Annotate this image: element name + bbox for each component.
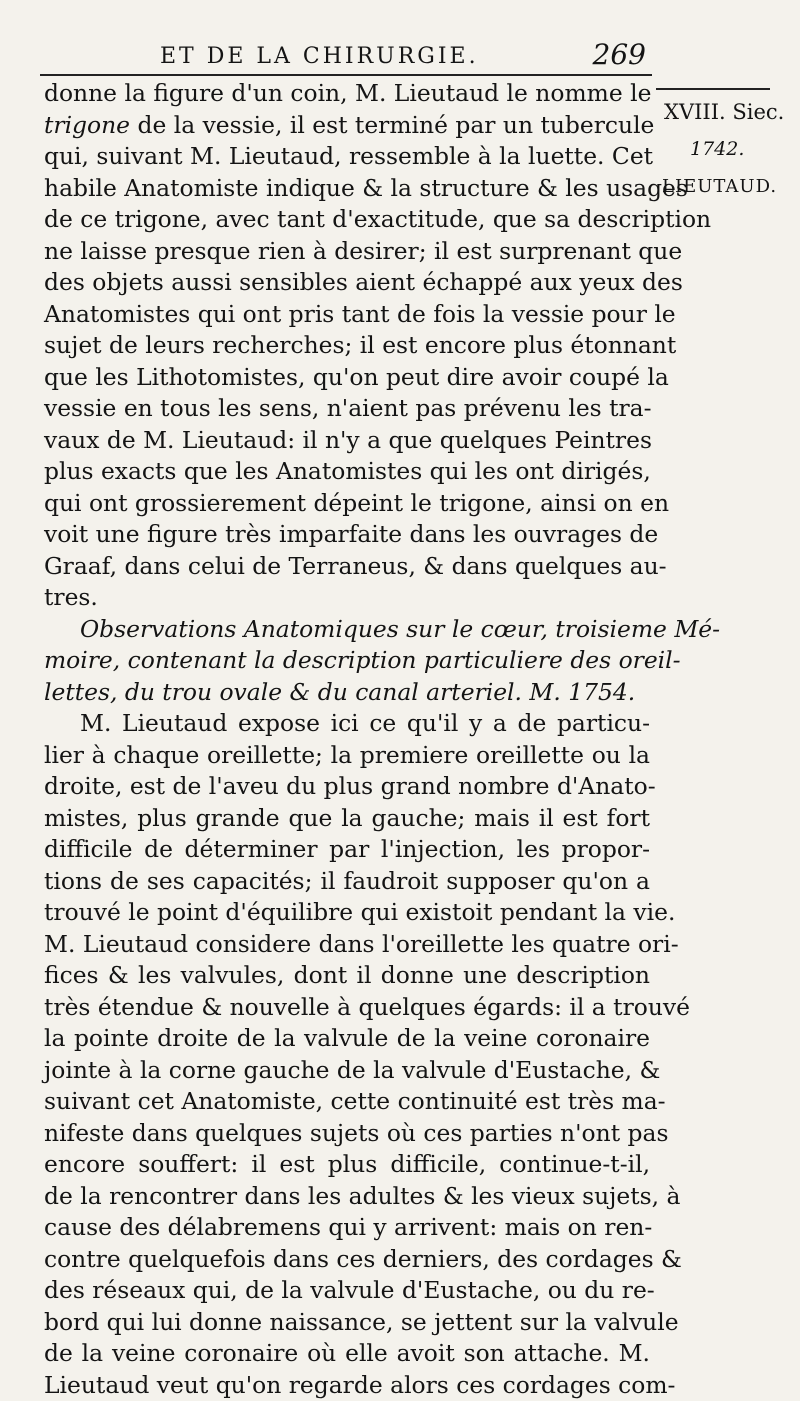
text-line [44,110,650,142]
text-line: très étendue & nouvelle à quelques égards: il a trouvé [44,992,650,1024]
text-line: la pointe droite de la valvule de la veine coronaire [44,1023,650,1055]
text-line: suivant cet Anatomiste, cette continuité est très ma- [44,1086,650,1118]
text-line: Anatomistes qui ont pris tant de fois la vessie pour le [44,299,650,331]
text-line: tres. [44,582,650,614]
margin-rule [656,88,770,90]
section-title-line: lettes, du trou ovale & du canal arteriel. M. 1754. [44,677,650,709]
page-header [40,42,652,76]
text-line: cause des délabremens qui y arrivent: mais on ren- [44,1212,650,1244]
text-line: contre quelquefois dans ces derniers, des cordages & [44,1244,650,1276]
text-line: Graaf, dans celui de Terraneus, & dans quelques au- [44,551,650,583]
text-line: vessie en tous les sens, n'aient pas prévenu les tra- [44,393,650,425]
text-fragment: de la vessie, il est terminé par un tubercule [130,111,654,139]
emphasis-term: trigone [44,111,130,139]
text-line: trouvé le point d'équilibre qui existoit pendant la vie. [44,897,650,929]
page-number: 269 [593,38,646,71]
margin-note-year: 1742. [690,138,744,160]
text-line: qui ont grossierement dépeint le trigone, ainsi on en [44,488,650,520]
text-line: droite, est de l'aveu du plus grand nombre d'Anato- [44,771,650,803]
text-line: vaux de M. Lieutaud: il n'y a que quelques Peintres [44,425,650,457]
text-line: M. Lieutaud expose ici ce qu'il y a de particu- [44,708,650,740]
margin-note-author: LIEUTAUD. [662,176,777,197]
text-line: qui, suivant M. Lieutaud, ressemble à la luette. Cet [44,141,650,173]
text-line: de ce trigone, avec tant d'exactitude, que sa description [44,204,650,236]
body-text [44,78,650,1401]
text-line: de la veine coronaire où elle avoit son attache. M. [44,1338,650,1370]
text-line: bord qui lui donne naissance, se jettent sur la valvule [44,1307,650,1339]
text-line: lier à chaque oreillette; la premiere oreillette ou la [44,740,650,772]
text-line: donne la figure d'un coin, M. Lieutaud le nomme le [44,78,650,110]
text-line: sujet de leurs recherches; il est encore plus étonnant [44,330,650,362]
text-line: fices & les valvules, dont il donne une description [44,960,650,992]
text-line: tions de ses capacités; il faudroit supposer qu'on a [44,866,650,898]
text-line: encore souffert: il est plus difficile, continue-t-il, [44,1149,650,1181]
text-line: Lieutaud veut qu'on regarde alors ces cordages com- [44,1370,650,1401]
text-line: mistes, plus grande que la gauche; mais il est fort [44,803,650,835]
section-title-line: moire, contenant la description particuliere des oreil- [44,645,650,677]
text-line: nifeste dans quelques sujets où ces parties n'ont pas [44,1118,650,1150]
text-line: de la rencontrer dans les adultes & les vieux sujets, à [44,1181,650,1213]
text-line: plus exacts que les Anatomistes qui les ont dirigés, [44,456,650,488]
text-line: habile Anatomiste indique & la structure & les usages [44,173,650,205]
text-line: ne laisse presque rien à desirer; il est surprenant que [44,236,650,268]
margin-note-century: XVIII. Siec. [664,100,784,124]
text-line: des objets aussi sensibles aient échappé aux yeux des [44,267,650,299]
text-line: jointe à la corne gauche de la valvule d'Eustache, & [44,1055,650,1087]
text-line: des réseaux qui, de la valvule d'Eustache, ou du re- [44,1275,650,1307]
section-title-line: Observations Anatomiques sur le cœur, troisieme Mé- [44,614,650,646]
text-line: M. Lieutaud considere dans l'oreillette les quatre ori- [44,929,650,961]
running-head: ET DE LA CHIRURGIE. [160,44,479,69]
text-line: que les Lithotomistes, qu'on peut dire avoir coupé la [44,362,650,394]
text-line: difficile de déterminer par l'injection, les propor- [44,834,650,866]
text-line: voit une figure très imparfaite dans les ouvrages de [44,519,650,551]
